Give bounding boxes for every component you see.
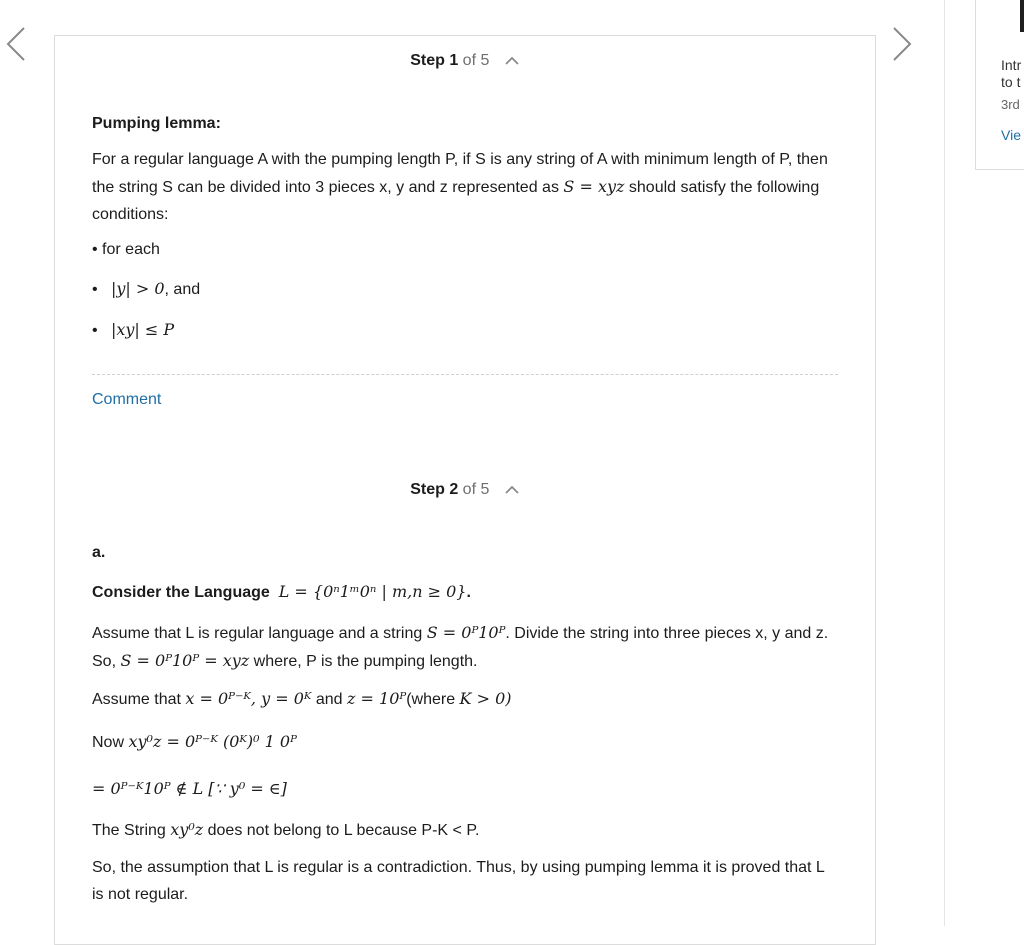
condition-y-text: , and — [164, 281, 201, 298]
step-1-card — [54, 35, 876, 466]
assume-text-and: and — [315, 691, 343, 708]
sidebar-divider — [944, 0, 945, 926]
assume-text-where: (where — [406, 691, 456, 708]
string-text-b: does not belong to L because P-K < P. — [207, 822, 480, 839]
string-line — [92, 816, 838, 844]
z-definition-math: z = 10ᴾ — [347, 689, 407, 708]
assumption-text-a: Assume that L is regular language and a string — [92, 625, 423, 642]
part-label: a. — [92, 544, 106, 561]
step-1-header[interactable] — [55, 52, 875, 70]
book-edition: 3rd — [1001, 97, 1020, 112]
bullet-dot: • — [92, 281, 98, 298]
comment-divider — [92, 374, 838, 375]
language-definition-math: L = {0ⁿ1ᵐ0ⁿ | m,n ≥ 0} — [278, 582, 467, 601]
pumped-string-math: xy⁰z = 0ᴾ⁻ᴷ (0ᴷ)⁰ 1 0ᴾ — [128, 732, 297, 751]
book-title-line-2[interactable]: to t — [1001, 74, 1021, 90]
condition-y-math: |y| > 0 — [110, 279, 165, 298]
step-label: Step — [410, 52, 445, 69]
not-in-language-math: = 0ᴾ⁻ᴷ10ᴾ ∉ L [∵ y⁰ = ∈] — [92, 779, 287, 798]
lemma-text: For a regular language A with the pumping length P, if S is any string of A with minimum length of P, then the string S can be divided into 3 pieces x, y and z represented as — [92, 151, 828, 196]
bullet-dot: • — [92, 322, 98, 339]
section-heading: Pumping lemma: — [92, 115, 221, 132]
assumption-paragraph — [92, 619, 838, 675]
view-book-link[interactable]: Vie — [1001, 127, 1021, 143]
book-title-line-1[interactable]: Intr — [1001, 57, 1022, 73]
assume-text-a: Assume that — [92, 691, 181, 708]
conclusion-paragraph: So, the assumption that L is regular is a contradiction. Thus, by using pumping lemma it is proved that L is not regular. — [92, 859, 825, 903]
chevron-up-icon[interactable] — [504, 485, 520, 495]
condition-xy-math: |xy| ≤ P — [110, 320, 175, 339]
assumption-text-c: where, P is the pumping length. — [253, 653, 478, 670]
step-total: of 5 — [462, 481, 490, 498]
step-2-header[interactable] — [55, 481, 875, 499]
consider-line — [92, 578, 838, 606]
chevron-right-icon — [888, 24, 916, 64]
comment-link[interactable]: Comment — [92, 391, 162, 408]
xy-definition-math: x = 0ᴾ⁻ᴷ, y = 0ᴷ — [185, 689, 312, 708]
next-step-arrow[interactable] — [888, 24, 916, 64]
book-cover-thumbnail[interactable] — [1020, 0, 1024, 32]
string-s-math: S = 0ᴾ10ᴾ — [426, 623, 506, 642]
step-number: 2 — [449, 481, 459, 498]
lemma-paragraph — [92, 146, 838, 228]
now-label: Now — [92, 734, 125, 751]
pumped-string-short-math: xy⁰z — [170, 820, 204, 839]
chevron-up-icon[interactable] — [504, 56, 520, 66]
textbook-card[interactable] — [975, 0, 1024, 170]
bullet-condition-y — [92, 275, 838, 303]
step-label: Step — [410, 481, 445, 498]
step-number: 1 — [449, 52, 459, 69]
consider-end: . — [466, 584, 471, 601]
lemma-equation: S = xyz — [563, 177, 625, 196]
k-condition-math: K > 0) — [459, 689, 512, 708]
string-text-a: The String — [92, 822, 166, 839]
consider-text: Consider the Language — [92, 584, 270, 601]
bullet-condition-xy — [92, 316, 838, 344]
bullet-for-each: • for each — [92, 241, 160, 258]
chevron-left-icon — [2, 24, 30, 64]
equation-line — [92, 775, 838, 803]
lemma-text-end: should satisfy the following conditions: — [92, 179, 820, 223]
string-split-math: S = 0ᴾ10ᴾ = xyz — [120, 651, 250, 670]
previous-step-arrow[interactable] — [2, 24, 30, 64]
assume-pieces-line — [92, 685, 838, 713]
now-line — [92, 728, 838, 756]
step-total: of 5 — [462, 52, 490, 69]
assumption-text-b: . Divide the string into three pieces x, y and z. So, — [92, 625, 829, 670]
step-2-card — [54, 465, 876, 945]
